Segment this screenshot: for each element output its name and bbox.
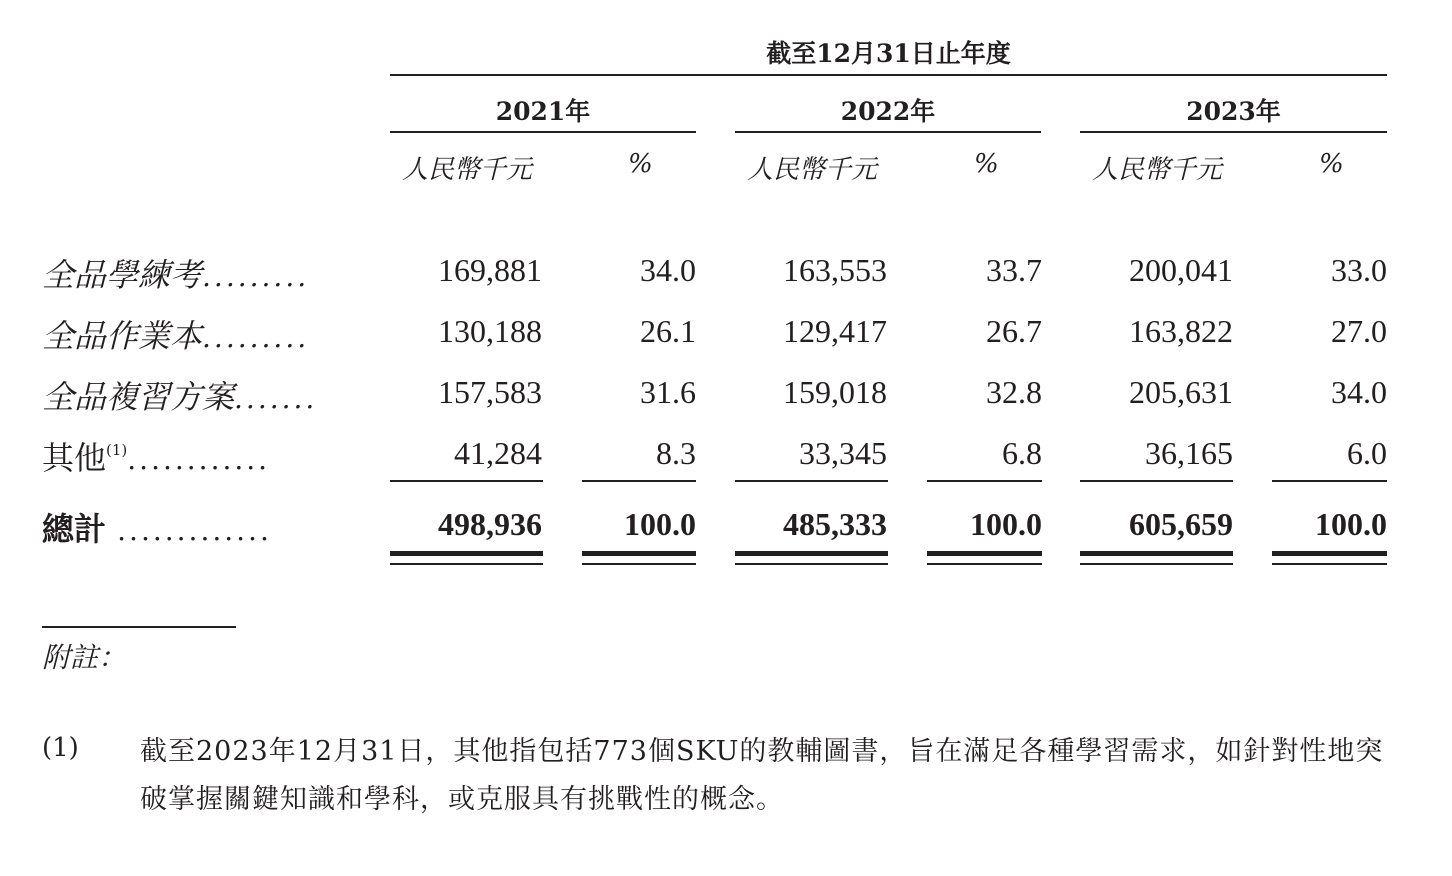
total-double-rule bbox=[735, 563, 888, 565]
total-double-rule bbox=[735, 551, 888, 561]
dot-leader: ....... bbox=[234, 382, 318, 415]
note-number: (1) bbox=[42, 733, 79, 763]
subtotal-rule bbox=[1080, 480, 1233, 482]
table-cell: 31.6 bbox=[640, 374, 696, 410]
row-label-text: 全品複習方案 bbox=[42, 378, 235, 416]
table-cell: 205,631 bbox=[1129, 374, 1233, 410]
table-cell: 8.3 bbox=[656, 435, 696, 471]
table-cell: 200,041 bbox=[1129, 252, 1233, 288]
subtotal-rule bbox=[390, 480, 543, 482]
table-row-label bbox=[42, 250, 309, 296]
table-cell: 6.8 bbox=[1002, 435, 1042, 471]
unit-percent-2021: % bbox=[628, 149, 653, 179]
subtotal-rule bbox=[1272, 480, 1387, 482]
note-text: 截至2023年12月31日，其他指包括773個SKU的教輔圖書，旨在滿足各種學習需求，如針對性地突破掌握關鍵知識和學科，或克服具有挑戰性的概念。 bbox=[140, 736, 1384, 815]
table-cell: 33,345 bbox=[799, 435, 887, 471]
table-cell: 26.1 bbox=[640, 313, 696, 349]
notes-rule bbox=[42, 626, 236, 628]
table-cell: 169,881 bbox=[438, 252, 542, 288]
total-cell: 100.0 bbox=[970, 506, 1042, 542]
total-double-rule bbox=[390, 563, 543, 565]
notes-title: 附註： bbox=[42, 641, 127, 674]
table-cell: 6.0 bbox=[1347, 435, 1387, 471]
dot-leader: ............. bbox=[117, 514, 272, 547]
table-row-label bbox=[42, 433, 270, 479]
total-cell: 605,659 bbox=[1129, 506, 1233, 542]
total-double-rule bbox=[927, 563, 1042, 565]
subtotal-rule bbox=[735, 480, 888, 482]
year-2023-header: 2023年 bbox=[1186, 97, 1281, 126]
table-row-label bbox=[42, 311, 309, 357]
total-row-label bbox=[42, 504, 272, 550]
period-title: 截至12月31日止年度 bbox=[766, 39, 1011, 68]
table-cell: 34.0 bbox=[640, 252, 696, 288]
unit-percent-2022: % bbox=[974, 149, 999, 179]
table-cell: 159,018 bbox=[783, 374, 887, 410]
header-rule bbox=[390, 74, 1387, 76]
dot-leader: ......... bbox=[202, 321, 310, 354]
subtotal-rule bbox=[582, 480, 696, 482]
table-cell: 163,553 bbox=[783, 252, 887, 288]
unit-currency-2021: 人民幣千元 bbox=[402, 155, 533, 185]
table-row-label bbox=[42, 372, 317, 418]
total-double-rule bbox=[582, 563, 696, 565]
total-double-rule bbox=[1080, 563, 1233, 565]
year-2021-rule bbox=[390, 131, 696, 133]
table-cell: 130,188 bbox=[438, 313, 542, 349]
total-double-rule bbox=[1272, 551, 1387, 561]
table-cell: 129,417 bbox=[783, 313, 887, 349]
total-double-rule bbox=[927, 551, 1042, 561]
total-double-rule bbox=[1272, 563, 1387, 565]
table-cell: 157,583 bbox=[438, 374, 542, 410]
subtotal-rule bbox=[927, 480, 1042, 482]
total-cell: 498,936 bbox=[438, 506, 542, 542]
table-cell: 163,822 bbox=[1129, 313, 1233, 349]
total-double-rule bbox=[1080, 551, 1233, 561]
dot-leader: ............ bbox=[127, 443, 271, 476]
total-cell: 485,333 bbox=[783, 506, 887, 542]
unit-percent-2023: % bbox=[1319, 149, 1344, 179]
total-cell: 100.0 bbox=[624, 506, 696, 542]
total-cell: 100.0 bbox=[1315, 506, 1387, 542]
table-cell: 27.0 bbox=[1331, 313, 1387, 349]
table-cell: 34.0 bbox=[1331, 374, 1387, 410]
table-cell: 33.7 bbox=[986, 252, 1042, 288]
total-double-rule bbox=[582, 551, 696, 561]
row-label-text: 其他 bbox=[42, 439, 107, 477]
table-cell: 33.0 bbox=[1331, 252, 1387, 288]
footnote-marker: (1) bbox=[106, 441, 128, 459]
total-double-rule bbox=[390, 551, 543, 561]
dot-leader: ......... bbox=[202, 260, 310, 293]
year-2023-rule bbox=[1080, 131, 1387, 133]
unit-currency-2022: 人民幣千元 bbox=[747, 155, 878, 185]
table-cell: 26.7 bbox=[986, 313, 1042, 349]
row-label-text: 全品作業本 bbox=[42, 317, 203, 355]
year-2022-rule bbox=[735, 131, 1041, 133]
row-label-text: 全品學練考 bbox=[42, 256, 203, 294]
year-2022-header: 2022年 bbox=[840, 97, 936, 126]
table-cell: 41,284 bbox=[454, 435, 542, 471]
total-label-text: 總計 bbox=[42, 510, 107, 548]
unit-currency-2023: 人民幣千元 bbox=[1092, 155, 1223, 185]
table-cell: 36,165 bbox=[1145, 435, 1233, 471]
year-2021-header: 2021年 bbox=[495, 97, 591, 126]
table-cell: 32.8 bbox=[986, 374, 1042, 410]
